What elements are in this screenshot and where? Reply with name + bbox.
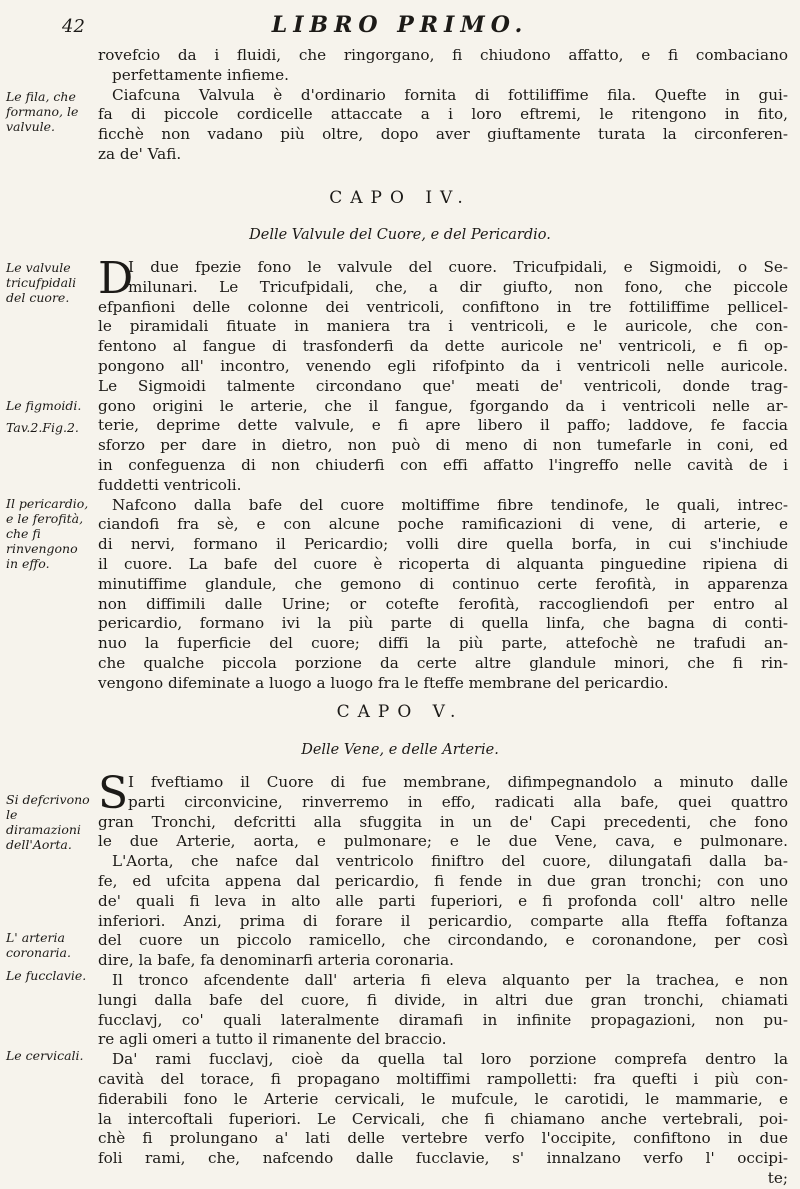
text-line: re agli omeri a tutto il rimanente del braccio. bbox=[98, 1030, 447, 1049]
text-line: Il tronco afcendente dall' arteria fi eleva alquanto per la trachea, e non bbox=[112, 970, 788, 989]
margin-note: Si defcrivono le diramazioni dell'Aorta. bbox=[6, 792, 90, 852]
chapter4-text bbox=[98, 253, 788, 694]
margin-note: Le fila, che formano, le valvule. bbox=[6, 89, 79, 134]
text-line: fa di piccole cordicelle attaccate a i loro eftremi, le ritengono in fito, bbox=[98, 105, 788, 124]
text-line: la intercoftali fuperiori. Le Cervicali, che fi chiamano anche vertebrali, poi- bbox=[98, 1109, 788, 1128]
text-line: vengono difeminate a luogo a luogo fra le fteffe membrane del pericardio. bbox=[98, 673, 669, 692]
text-line: parti circonvicine, rinverremo in effo, radicati alla bafe, quei quattro bbox=[128, 792, 788, 811]
text-line: perfettamente infieme. bbox=[112, 65, 289, 84]
text-line: foli rami, che, nafcendo dalle fucclavie, s' innalzano verfo l' occipi- bbox=[98, 1149, 788, 1168]
text-line: le due Arterie, aorta, e pulmonare; e le due Vene, cava, e pulmonare. bbox=[98, 832, 788, 851]
text-line: Nafcono dalla bafe del cuore moltiffime fibre tendinofe, le quali, intrec- bbox=[112, 495, 788, 514]
text-line: fucclavj, co' quali lateralmente diramafi in infinite propagazioni, non pu- bbox=[98, 1010, 788, 1029]
text-line: de' quali fi leva in alto alle parti fuperiori, e fi profonda coll' altro nelle bbox=[98, 891, 788, 910]
margin-note: Le figmoidi. bbox=[6, 398, 82, 413]
chapter-subtitle: Delle Vene, e delle Arterie. bbox=[301, 742, 499, 758]
text-line: sforzo per dare in dietro, non può di meno di non tumefarle in coni, ed bbox=[98, 436, 788, 455]
text-line: nuo la fuperficie del cuore; diffi la più parte, attefochè ne trafudi an- bbox=[98, 634, 788, 653]
text-line: za de' Vafi. bbox=[98, 144, 182, 163]
text-line: pongono all' incontro, venendo egli rifofpinto da i ventricoli nelle auricole. bbox=[98, 356, 788, 375]
text-line: te; bbox=[767, 1168, 788, 1187]
chapter-heading: CAPO V. bbox=[336, 702, 464, 722]
text-line: minutiffime glandule, che gemono di continuo certe ferofità, in apparenza bbox=[98, 574, 788, 593]
text-line: fuddetti ventricoli. bbox=[98, 475, 242, 494]
text-line: gran Tronchi, defcritti alla sfuggita in un de' Capi precedenti, che fono bbox=[98, 812, 788, 831]
text-line: ciandofi fra sè, e con alcune poche ramificazioni di vene, di arterie, e bbox=[98, 515, 788, 534]
chapter-subtitle: Delle Valvule del Cuore, e del Pericardio. bbox=[249, 227, 551, 243]
text-line: ficchè non vadano più oltre, dopo aver giuftamente turata la circonferen- bbox=[98, 125, 788, 144]
margin-note: Tav.2.Fig.2. bbox=[6, 420, 79, 435]
text-line: pericardio, formano ivi la più parte di quella linfa, che bagna di conti- bbox=[98, 614, 788, 633]
margin-note: Le valvule tricufpidali del cuore. bbox=[6, 260, 77, 305]
chapter-heading: CAPO IV. bbox=[329, 188, 471, 208]
text-line: in confeguenza di non chiuderfi con effi affatto l'ingreffo nelle cavità de i bbox=[98, 455, 788, 474]
text-line: le piramidali fituate in maniera tra i ventricoli, e le auricole, che con- bbox=[98, 317, 788, 336]
text-line: cavità del torace, fi propagano moltiffimi rampolletti: fra quefti i più con- bbox=[98, 1069, 788, 1088]
text-line: che qualche piccola porzione da certe altre glandule minori, che fi rin- bbox=[98, 653, 788, 672]
text-line: I fveftiamo il Cuore di fue membrane, difimpegnandolo a minuto dalle bbox=[128, 773, 788, 791]
page-number: 42 bbox=[62, 16, 85, 37]
text-line: Le Sigmoidi talmente circondano que' meati de' ventricoli, donde trag- bbox=[98, 376, 788, 395]
drop-cap: D bbox=[98, 253, 134, 304]
text-line: terie, deprime dette valvule, e fi apre libero il paffo; laddove, fe faccia bbox=[98, 416, 788, 435]
text-line: efpanfioni delle colonne dei ventricoli, confiftono in tre fottiliffime pellicel- bbox=[98, 297, 788, 316]
margin-note: L' arteria coronaria. bbox=[6, 930, 71, 960]
margin-note: Le fucclavie. bbox=[6, 968, 87, 983]
text-line: fiderabili fono le Arterie cervicali, le mufcule, le carotidi, le mammarie, e bbox=[98, 1089, 788, 1108]
text-line: fentono al fangue di trasfonderfi da dette auricole ne' ventricoli, e fi op- bbox=[98, 337, 788, 356]
chapter5-text bbox=[98, 768, 788, 1189]
text-line: I due fpezie fono le valvule del cuore. Tricufpidali, e Sigmoidi, o Se- bbox=[128, 258, 788, 276]
text-line: lungi dalla bafe del cuore, fi divide, in altri due gran tronchi, chiamati bbox=[98, 990, 788, 1009]
text-line: dire, la bafe, fa denominarfi arteria coronaria. bbox=[98, 951, 455, 970]
text-line: inferiori. Anzi, prima di forare il pericardio, comparte alla fteffa foftanza bbox=[98, 911, 788, 930]
text-line: milunari. Le Tricufpidali, che, a dir giufto, non fono, che piccole bbox=[128, 277, 788, 296]
text-line: non diffimili dalle Urine; or cotefte ferofità, raccogliendofi per entro al bbox=[98, 594, 788, 613]
text-line: L'Aorta, che nafce dal ventricolo finiftro del cuore, dilungatafi dalla ba- bbox=[112, 852, 788, 871]
text-line: del cuore un piccolo ramicello, che circondando, e coronandone, per così bbox=[98, 931, 788, 950]
text-line: rovefcio da i fluidi, che ringorgano, fi chiudono affatto, e fi combaciano bbox=[98, 46, 788, 64]
running-title: LIBRO PRIMO. bbox=[271, 12, 529, 38]
margin-note: Le cervicali. bbox=[6, 1048, 84, 1063]
text-line: chè fi prolungano a' lati delle vertebre verfo l'occipite, confiftono in due bbox=[98, 1129, 788, 1148]
text-line: gono origini le arterie, che il fangue, fgorgando da i ventricoli nelle ar- bbox=[98, 396, 788, 415]
intro-paragraph bbox=[98, 46, 788, 165]
page-header bbox=[0, 10, 800, 40]
text-line: Ciafcuna Valvula è d'ordinario fornita di fottiliffime fila. Quefte in gui- bbox=[112, 85, 788, 104]
text-line: di nervi, formano il Pericardio; volli dire quella borfa, in cui s'inchiude bbox=[98, 535, 788, 554]
text-line: Da' rami fucclavj, cioè da quella tal loro porzione comprefa dentro la bbox=[112, 1050, 788, 1069]
text-line: il cuore. La bafe del cuore è ricoperta di alquanta pinguedine ripiena di bbox=[98, 554, 788, 573]
drop-cap: S bbox=[98, 768, 129, 819]
margin-note: Il pericardio, e le ferofità, che fi rinvengono in effo. bbox=[6, 496, 89, 571]
text-line: fe, ed ufcita appena dal pericardio, fi fende in due gran tronchi; con uno bbox=[98, 871, 788, 890]
